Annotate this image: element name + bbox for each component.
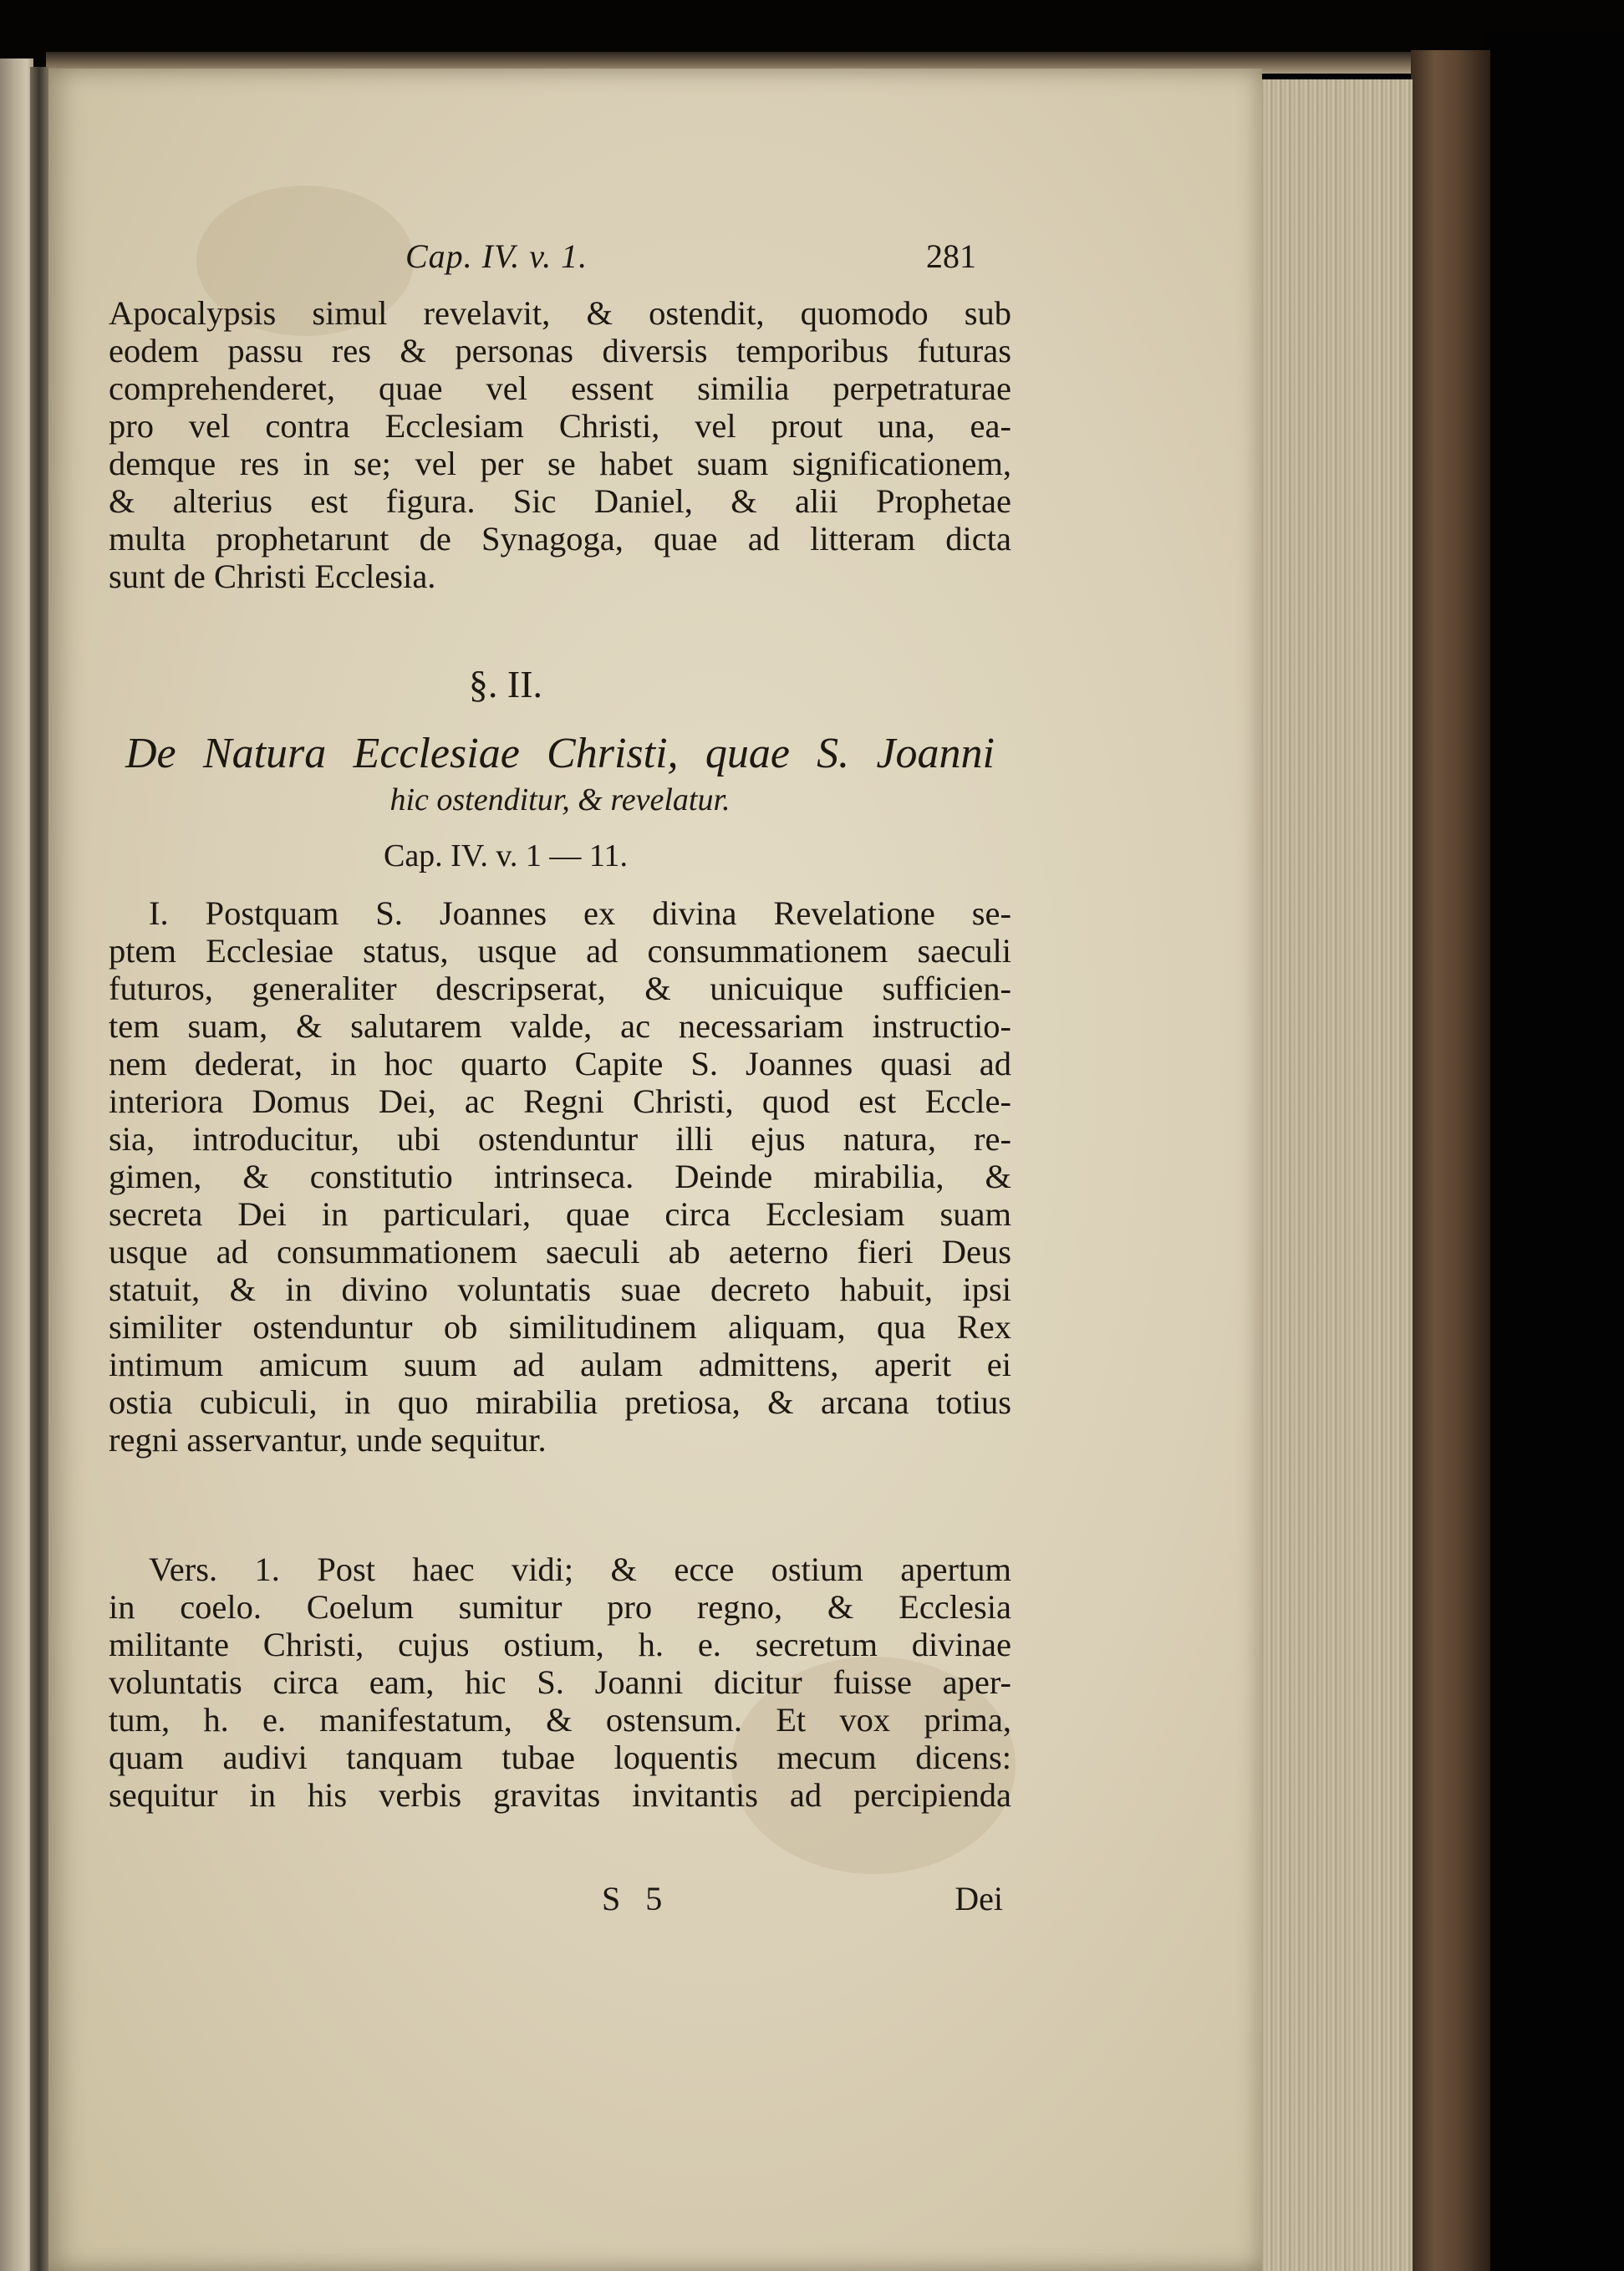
catchword: Dei <box>955 1880 1003 1917</box>
back-cover-board <box>1484 33 1624 2271</box>
text-line: sequitur in his verbis gravitas invitantis ad percipienda <box>109 1776 1011 1814</box>
book-binding <box>1411 50 1490 2271</box>
text-line: secreta Dei in particulari, quae circa Ecclesiam suam <box>109 1195 1011 1233</box>
section-title: De Natura Ecclesiae Christi, quae S. Joanni <box>125 730 995 777</box>
text-line: ptem Ecclesiae status, usque ad consummationem saeculi <box>109 932 1011 970</box>
text-line: intimum amicum suum ad aulam admittens, aperit ei <box>109 1346 1011 1383</box>
text-line: similiter ostenduntur ob similitudinem aliquam, qua Rex <box>109 1308 1011 1346</box>
section-title-continued: hic ostenditur, & revelatur. <box>389 782 731 817</box>
text-line: tem suam, & salutarem valde, ac necessariam instructio- <box>109 1007 1011 1045</box>
text-line: eodem passu res & personas diversis temporibus futuras <box>109 332 1011 369</box>
page-footer <box>109 1879 1003 1921</box>
book-gutter <box>30 67 48 2271</box>
text-line: multa prophetarunt de Synagoga, quae ad litteram dicta <box>109 520 1011 558</box>
text-line: interiora Domus Dei, ac Regni Christi, quod est Eccle- <box>109 1082 1011 1120</box>
page-header <box>109 237 986 287</box>
page-stack-edge <box>1258 79 1413 2271</box>
text-line: I. Postquam S. Joannes ex divina Revelatione se- <box>149 894 1011 932</box>
text-line: sunt de Christi Ecclesia. <box>109 558 436 595</box>
paragraph-one <box>109 894 1011 1459</box>
text-line: demque res in se; vel per se habet suam significationem, <box>109 445 1011 482</box>
text-line: Vers. 1. Post haec vidi; & ecce ostium apertum <box>149 1550 1011 1588</box>
running-head: Cap. IV. v. 1. <box>405 237 588 275</box>
signature-mark: S 5 <box>602 1880 671 1917</box>
page-number: 281 <box>926 237 976 275</box>
text-line: pro vel contra Ecclesiam Christi, vel prout una, ea- <box>109 407 1011 445</box>
text-line: militante Christi, cujus ostium, h. e. secretum divinae <box>109 1626 1011 1663</box>
paragraph-continuation <box>109 294 1011 595</box>
text-line: comprehenderet, quae vel essent similia perpetraturae <box>109 369 1011 407</box>
text-line: in coelo. Coelum sumitur pro regno, & Ecclesia <box>109 1588 1011 1626</box>
text-line: Apocalypsis simul revelavit, & ostendit, quomodo sub <box>109 294 1011 332</box>
chapter-verse-range: Cap. IV. v. 1 — 11. <box>383 838 629 873</box>
text-line: voluntatis circa eam, hic S. Joanni dicitur fuisse aper- <box>109 1663 1011 1701</box>
section-number: §. II. <box>468 663 543 705</box>
text-line: gimen, & constitutio intrinseca. Deinde mirabilia, & <box>109 1158 1011 1195</box>
text-line: statuit, & in divino voluntatis suae decreto habuit, ipsi <box>109 1270 1011 1308</box>
text-line: ostia cubiculi, in quo mirabilia pretiosa, & arcana totius <box>109 1383 1011 1421</box>
previous-page-edge <box>0 59 33 2271</box>
text-line: nem dederat, in hoc quarto Capite S. Joannes quasi ad <box>109 1045 1011 1082</box>
verse-commentary <box>109 1550 1011 1814</box>
text-line: futuros, generaliter descripserat, & unicuique sufficien- <box>109 970 1011 1007</box>
text-line: regni asservantur, unde sequitur. <box>109 1421 547 1459</box>
text-line: usque ad consummationem saeculi ab aeterno fieri Deus <box>109 1233 1011 1270</box>
text-line: tum, h. e. manifestatum, & ostensum. Et vox prima, <box>109 1701 1011 1739</box>
text-line: sia, introducitur, ubi ostenduntur illi ejus natura, re- <box>109 1120 1011 1158</box>
text-line: & alterius est figura. Sic Daniel, & alii Prophetae <box>109 482 1011 520</box>
text-line: quam audivi tanquam tubae loquentis mecum dicens: <box>109 1739 1011 1776</box>
